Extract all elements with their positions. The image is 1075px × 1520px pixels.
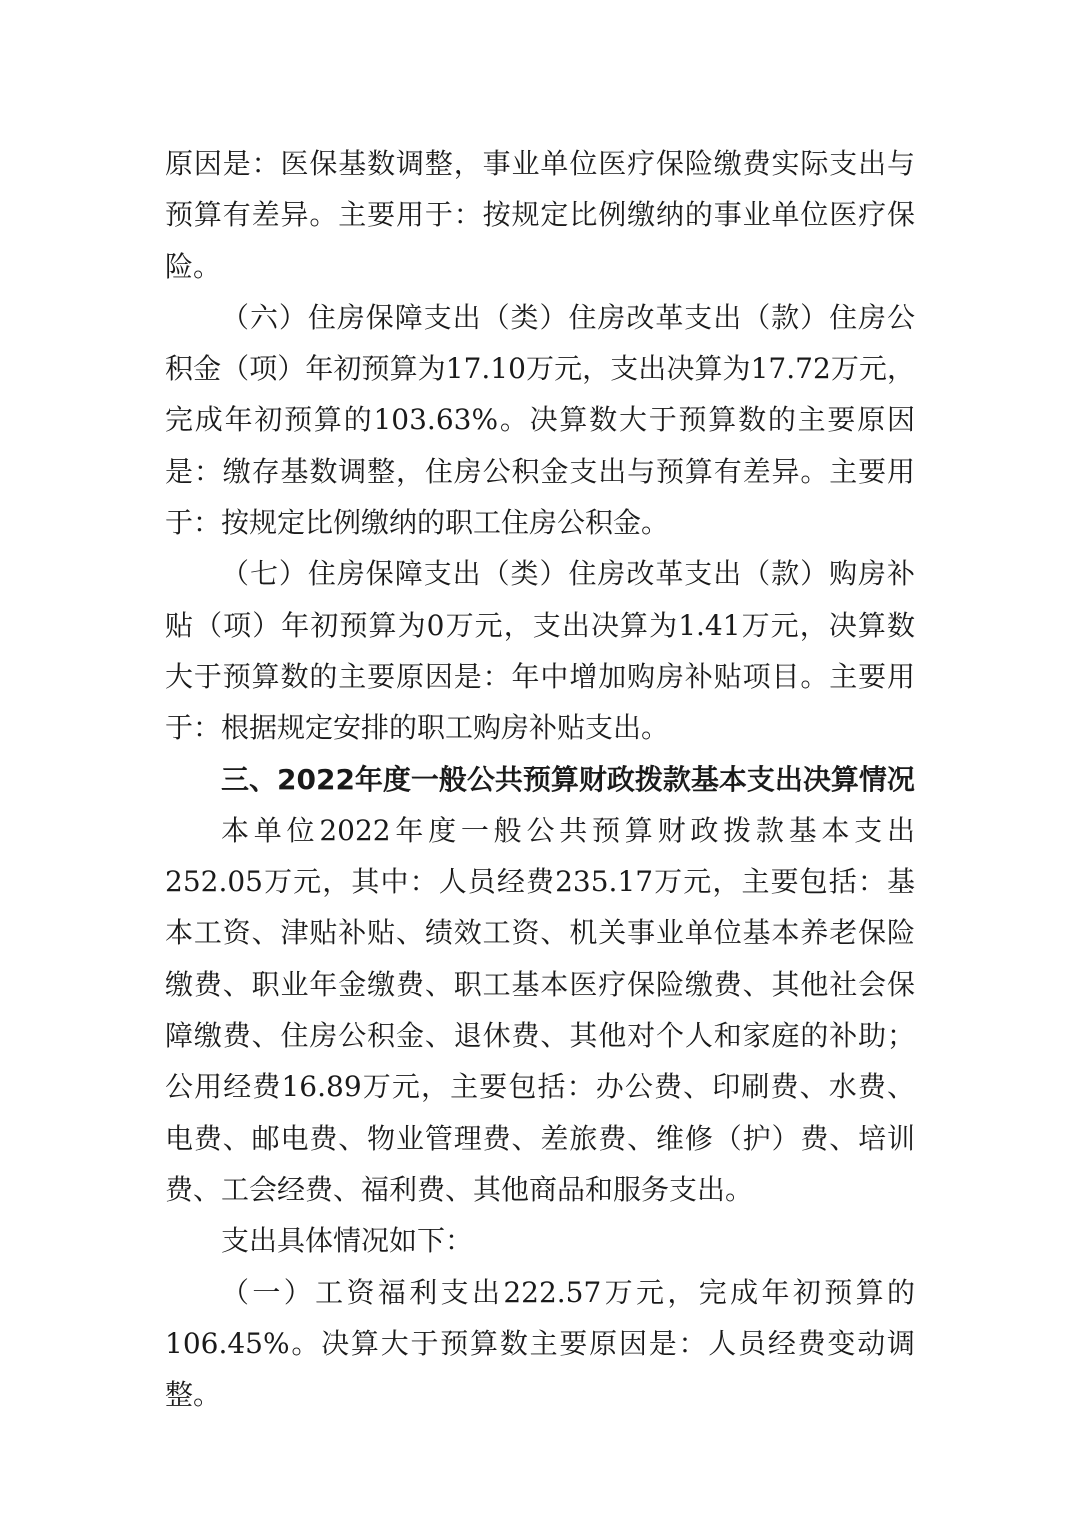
paragraph-basic-expenditure-summary: 本单位2022年度一般公共预算财政拨款基本支出252.05万元，其中：人员经费235.17万元，主要包括：基本工资、津贴补贴、绩效工资、机关事业单位基本养老保险缴费、职业年金缴费、职工基本医疗保险缴费、其他社会保障缴费、住房公积金、退休费、其他对个人和家庭的补助；公用经费16.89万元，主要包括：办公费、印刷费、水费、电费、邮电费、物业管理费、差旅费、维修（护）费、培训费、工会经费、福利费、其他商品和服务支出。 — [165, 813, 915, 1206]
paragraph-housing-subsidy: （七）住房保障支出（类）住房改革支出（款）购房补贴（项）年初预算为0万元，支出决算为1.41万元，决算数大于预算数的主要原因是：年中增加购房补贴项目。主要用于：根据规定安排的职工购房补贴支出。 — [165, 557, 915, 745]
paragraph-wages-welfare: （一）工资福利支出222.57万元，完成年初预算的106.45%。决算大于预算数主要原因是：人员经费变动调整。 — [165, 1275, 915, 1412]
paragraph-expenditure-details-intro: 支出具体情况如下： — [221, 1224, 474, 1258]
document-page — [165, 138, 915, 1420]
section-heading: 三、2022年度一般公共预算财政拨款基本支出决算情况 — [221, 762, 915, 796]
paragraph-medical-insurance-reason: 原因是：医保基数调整，事业单位医疗保险缴费实际支出与预算有差异。主要用于：按规定比例缴纳的事业单位医疗保险。 — [165, 147, 915, 283]
paragraph-housing-provident-fund: （六）住房保障支出（类）住房改革支出（款）住房公积金（项）年初预算为17.10万元，支出决算为17.72万元，完成年初预算的103.63%。决算数大于预算数的主要原因是：缴存基数调整，住房公积金支出与预算有差异。主要用于：按规定比例缴纳的职工住房公积金。 — [165, 300, 915, 540]
